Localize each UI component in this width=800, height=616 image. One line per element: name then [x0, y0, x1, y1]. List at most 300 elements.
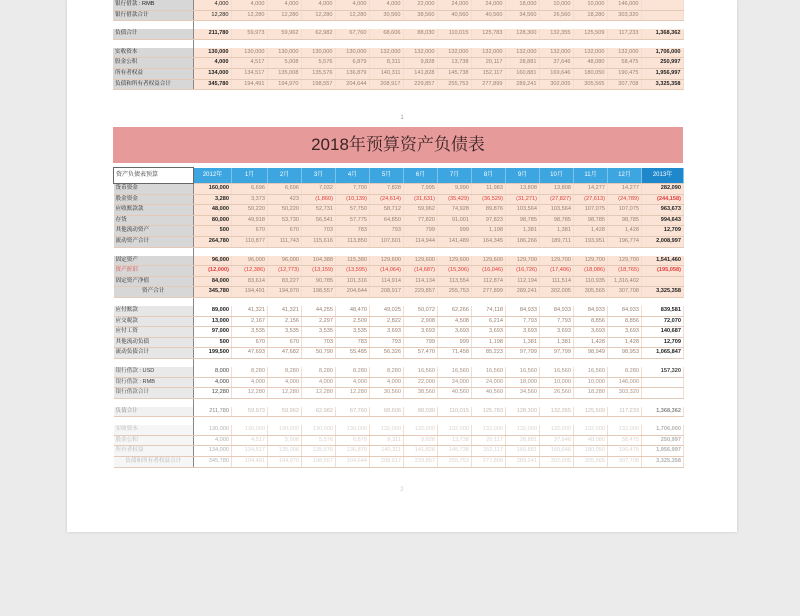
cell-value: 52,731 — [302, 205, 336, 216]
cell-value: 59,962 — [267, 29, 301, 39]
cell-value: 670 — [232, 337, 268, 348]
cell-value: 6,214 — [472, 316, 506, 327]
cell-value: 10,000 — [540, 377, 574, 388]
cell-value: 130,000 — [302, 425, 336, 435]
cell-value: 89,876 — [472, 205, 506, 216]
cell-value — [232, 417, 268, 426]
cell-value: 30,560 — [369, 10, 403, 21]
cell-value — [194, 398, 232, 407]
cell-value — [574, 398, 608, 407]
cell-value — [574, 417, 608, 426]
column-header: 3月 — [302, 168, 336, 184]
cell-value: 994,643 — [642, 215, 684, 226]
cell-value: 12,280 — [232, 388, 268, 399]
row-label: 实收资本 — [114, 425, 194, 435]
cell-value: 4,000 — [193, 0, 231, 10]
cell-value: 41,321 — [268, 306, 302, 316]
cell-value: 40,560 — [438, 388, 472, 399]
spacer-row — [114, 297, 684, 306]
cell-value: 152,117 — [472, 446, 506, 457]
column-header: 2012年 — [194, 168, 232, 184]
cell-value: 97,799 — [540, 348, 574, 359]
cell-value: 4,000 — [335, 0, 369, 10]
column-header: 12月 — [608, 168, 642, 184]
cell-value — [193, 21, 231, 30]
cell-value — [268, 297, 302, 306]
cell-value: 37,646 — [540, 435, 574, 446]
table-row — [114, 457, 684, 468]
spacer-row — [114, 247, 684, 256]
cell-value: 24,000 — [472, 377, 506, 388]
row-label: 所有者权益 — [113, 68, 193, 79]
cell-value: 57,470 — [404, 348, 438, 359]
cell-value: 58,712 — [370, 205, 404, 216]
cell-value: (195,058) — [642, 266, 684, 277]
spacer-row — [113, 39, 683, 48]
cell-value — [642, 247, 684, 256]
cell-value: 49,918 — [232, 215, 268, 226]
cell-value: 136,879 — [336, 446, 370, 457]
cell-value: 59,962 — [268, 407, 302, 417]
cell-value: 164,345 — [472, 236, 506, 247]
cell-value: 13,808 — [540, 184, 574, 195]
cell-value — [472, 417, 506, 426]
cell-value: 84,933 — [574, 306, 608, 316]
cell-value: 113,850 — [336, 236, 370, 247]
cell-value: 132,000 — [540, 425, 574, 435]
cell-value: 799 — [404, 337, 438, 348]
cell-value — [302, 398, 336, 407]
cell-value — [438, 247, 472, 256]
main-table — [113, 167, 684, 468]
cell-value: 135,008 — [267, 68, 301, 79]
row-label: 其他流动负债 — [114, 337, 194, 348]
table-row — [113, 48, 683, 58]
cell-value: 38,560 — [403, 10, 437, 21]
cell-value: 24,000 — [438, 377, 472, 388]
table-row — [114, 407, 684, 417]
cell-value — [336, 297, 370, 306]
cell-value — [472, 247, 506, 256]
cell-value: 8,311 — [369, 58, 403, 69]
cell-value: 50,220 — [232, 205, 268, 216]
cell-value: 8,280 — [336, 367, 370, 377]
cell-value: 12,280 — [336, 388, 370, 399]
cell-value: 6,696 — [268, 184, 302, 195]
row-label: 银行借款 : RMB — [114, 377, 194, 388]
cell-value — [540, 358, 574, 367]
header-row — [114, 168, 684, 184]
cell-value: 130,000 — [232, 425, 268, 435]
cell-value: 4,000 — [193, 58, 231, 69]
cell-value: 999 — [438, 226, 472, 237]
row-label — [113, 21, 193, 30]
cell-value — [302, 358, 336, 367]
cell-value: 16,560 — [438, 367, 472, 377]
table-row — [114, 226, 684, 237]
cell-value: 4,508 — [438, 316, 472, 327]
cell-value: 7,793 — [506, 316, 540, 327]
table-row — [114, 388, 684, 399]
cell-value: 110,935 — [574, 276, 608, 287]
cell-value: 16,560 — [472, 367, 506, 377]
cell-value: (36,529) — [472, 194, 506, 205]
balance-sheet-table — [113, 167, 683, 468]
cell-value: 62,982 — [301, 29, 335, 39]
cell-value: 4,000 — [194, 377, 232, 388]
cell-value: 30,560 — [370, 388, 404, 399]
cell-value: 22,000 — [403, 0, 437, 10]
cell-value: 48,080 — [573, 58, 607, 69]
cell-value — [194, 297, 232, 306]
spacer-row — [114, 417, 684, 426]
table-row — [114, 276, 684, 287]
cell-value: 7,995 — [404, 184, 438, 195]
cell-value — [540, 297, 574, 306]
cell-value — [335, 21, 369, 30]
column-header: 11月 — [574, 168, 608, 184]
cell-value: 12,280 — [335, 10, 369, 21]
cell-value: (18,765) — [608, 266, 642, 277]
row-label: 应付工资 — [114, 327, 194, 338]
cell-value: 117,233 — [608, 407, 642, 417]
cell-value: 423 — [268, 194, 302, 205]
cell-value: 56,326 — [370, 348, 404, 359]
cell-value: 3,693 — [472, 327, 506, 338]
cell-value — [193, 39, 231, 48]
cell-value: 12,280 — [267, 10, 301, 21]
cell-value — [232, 398, 268, 407]
cell-value: 169,646 — [539, 68, 573, 79]
cell-value: 55,485 — [336, 348, 370, 359]
cell-value: 2,822 — [370, 316, 404, 327]
cell-value: 4,517 — [232, 435, 268, 446]
cell-value: 4,000 — [336, 377, 370, 388]
cell-value: 2,509 — [336, 316, 370, 327]
cell-value: 3,693 — [506, 327, 540, 338]
cell-value: 783 — [336, 226, 370, 237]
cell-value — [336, 358, 370, 367]
cell-value: 146,000 — [608, 377, 642, 388]
cell-value: 38,560 — [404, 388, 438, 399]
cell-value: 107,075 — [574, 205, 608, 216]
cell-value — [642, 358, 684, 367]
cell-value: 3,535 — [268, 327, 302, 338]
cell-value — [268, 398, 302, 407]
cell-value: 71,458 — [438, 348, 472, 359]
cell-value — [608, 398, 642, 407]
cell-value — [641, 21, 683, 30]
cell-value: 157,320 — [642, 367, 684, 377]
cell-value: 91,001 — [438, 215, 472, 226]
cell-value — [506, 398, 540, 407]
cell-value: 1,198 — [472, 337, 506, 348]
cell-value: 194,970 — [268, 287, 302, 298]
spreadsheet-page — [67, 0, 737, 532]
row-label — [114, 247, 194, 256]
cell-value: 28,881 — [505, 58, 539, 69]
cell-value — [267, 39, 301, 48]
cell-value: 117,233 — [607, 29, 641, 39]
cell-value: 145,738 — [437, 68, 471, 79]
cell-value: 5,576 — [301, 58, 335, 69]
cell-value: (27,613) — [574, 194, 608, 205]
cell-value: 132,000 — [505, 48, 539, 58]
cell-value: 229,857 — [404, 457, 438, 468]
cell-value — [268, 358, 302, 367]
cell-value — [370, 297, 404, 306]
cell-value: 1,198 — [472, 226, 506, 237]
cell-value — [472, 358, 506, 367]
cell-value: 84,933 — [540, 306, 574, 316]
page-number-top: 1 — [400, 115, 404, 121]
cell-value — [194, 358, 232, 367]
table-row — [114, 337, 684, 348]
cell-value: 1,956,997 — [642, 446, 684, 457]
row-label: 负债和所有者权益合计 — [114, 457, 194, 468]
cell-value: (31,631) — [404, 194, 438, 205]
cell-value: 2,908 — [404, 316, 438, 327]
cell-value: 85,223 — [472, 348, 506, 359]
cell-value: 132,000 — [438, 425, 472, 435]
cell-value — [370, 358, 404, 367]
cell-value — [608, 297, 642, 306]
cell-value — [641, 0, 683, 10]
cell-value: 98,785 — [608, 215, 642, 226]
cell-value: 83,614 — [232, 276, 268, 287]
row-label: 股金公积 — [113, 58, 193, 69]
cell-value: 1,368,362 — [641, 29, 683, 39]
cell-value: 49,025 — [370, 306, 404, 316]
cell-value: 67,760 — [336, 407, 370, 417]
cell-value: 125,509 — [573, 29, 607, 39]
cell-value: 140,687 — [642, 327, 684, 338]
cell-value: 57,750 — [336, 205, 370, 216]
cell-value — [506, 297, 540, 306]
cell-value — [301, 21, 335, 30]
cell-value: 194,491 — [232, 287, 268, 298]
cell-value — [335, 39, 369, 48]
cell-value: 289,241 — [505, 79, 539, 90]
spacer-row — [113, 21, 683, 30]
cell-value: 160,881 — [506, 446, 540, 457]
cell-value: 4,000 — [194, 435, 232, 446]
cell-value: 40,560 — [471, 10, 505, 21]
cell-value: 3,693 — [370, 327, 404, 338]
cell-value: 211,780 — [193, 29, 231, 39]
cell-value: 129,600 — [404, 256, 438, 266]
cell-value: 250,997 — [642, 435, 684, 446]
cell-value — [404, 247, 438, 256]
cell-value: 107,075 — [608, 205, 642, 216]
cell-value: 193,951 — [574, 236, 608, 247]
cell-value — [232, 247, 268, 256]
cell-value: 130,000 — [336, 425, 370, 435]
table-row — [113, 68, 683, 79]
column-header: 6月 — [404, 168, 438, 184]
table-row — [114, 236, 684, 247]
column-header: 5月 — [370, 168, 404, 184]
cell-value — [438, 358, 472, 367]
cell-value: (13,159) — [302, 266, 336, 277]
cell-value — [539, 21, 573, 30]
cell-value: 180,050 — [574, 446, 608, 457]
cell-value: 64,850 — [370, 215, 404, 226]
cell-value: 40,560 — [437, 10, 471, 21]
cell-value: 68,606 — [369, 29, 403, 39]
cell-value: 3,373 — [232, 194, 268, 205]
cell-value: 132,000 — [472, 425, 506, 435]
row-label: 应交税款 — [114, 316, 194, 327]
cell-value: 5,008 — [267, 58, 301, 69]
cell-value: 999 — [438, 337, 472, 348]
cell-value: 1,956,997 — [641, 68, 683, 79]
cell-value: 1,316,402 — [608, 276, 642, 287]
cell-value — [505, 39, 539, 48]
cell-value: 84,000 — [194, 276, 232, 287]
cell-value: 101,316 — [336, 276, 370, 287]
row-label — [113, 39, 193, 48]
cell-value — [437, 21, 471, 30]
cell-value: 6,696 — [232, 184, 268, 195]
row-label — [114, 417, 194, 426]
cell-value — [471, 21, 505, 30]
cell-value: 74,928 — [438, 205, 472, 216]
row-label: 存货 — [114, 215, 194, 226]
row-label: 股金资金 — [114, 194, 194, 205]
cell-value: 112,874 — [472, 276, 506, 287]
table-row — [113, 29, 683, 39]
column-header: 2013年 — [642, 168, 684, 184]
cell-value: 3,693 — [438, 327, 472, 338]
cell-value — [369, 39, 403, 48]
cell-value: 1,381 — [506, 337, 540, 348]
cell-value — [642, 388, 684, 399]
cell-value — [369, 21, 403, 30]
cell-value: 140,311 — [369, 68, 403, 79]
cell-value: 130,000 — [231, 48, 267, 58]
cell-value: 50,072 — [404, 306, 438, 316]
cell-value: 10,000 — [573, 0, 607, 10]
cell-value: 9,828 — [403, 58, 437, 69]
cell-value: 703 — [302, 226, 336, 237]
cell-value: (16,046) — [472, 266, 506, 277]
cell-value: 12,280 — [301, 10, 335, 21]
cell-value: 20,117 — [471, 58, 505, 69]
cell-value: 130,000 — [267, 48, 301, 58]
cell-value: 26,560 — [540, 388, 574, 399]
cell-value: 129,600 — [370, 256, 404, 266]
cell-value: 67,760 — [335, 29, 369, 39]
cell-value — [574, 297, 608, 306]
cell-value: 132,000 — [370, 425, 404, 435]
cell-value: 136,879 — [335, 68, 369, 79]
cell-value — [437, 39, 471, 48]
column-header: 9月 — [506, 168, 540, 184]
cell-value: 9,990 — [438, 184, 472, 195]
cell-value: 4,000 — [268, 377, 302, 388]
cell-value: 5,576 — [302, 435, 336, 446]
cell-value: 4,000 — [302, 377, 336, 388]
cell-value — [268, 417, 302, 426]
cell-value: 44,255 — [302, 306, 336, 316]
row-label: 银行借款 : RMB — [113, 0, 193, 10]
cell-value: 793 — [370, 337, 404, 348]
cell-value — [370, 398, 404, 407]
cell-value: 59,973 — [231, 29, 267, 39]
cell-value: 3,325,358 — [642, 287, 684, 298]
cell-value: 160,881 — [505, 68, 539, 79]
cell-value: 18,280 — [573, 10, 607, 21]
table-row — [114, 316, 684, 327]
cell-value — [302, 417, 336, 426]
cell-value: 199,500 — [194, 348, 232, 359]
cell-value — [540, 398, 574, 407]
column-header: 7月 — [438, 168, 472, 184]
cell-value: 7,793 — [540, 316, 574, 327]
table-row — [114, 446, 684, 457]
table-row — [114, 287, 684, 298]
cell-value: 783 — [336, 337, 370, 348]
cell-value: 18,000 — [506, 377, 540, 388]
cell-value: 198,557 — [302, 457, 336, 468]
cell-value — [540, 247, 574, 256]
cell-value: 10,000 — [574, 377, 608, 388]
page-number-bottom: 2 — [400, 487, 404, 493]
cell-value: 1,368,362 — [642, 407, 684, 417]
cell-value: 8,280 — [302, 367, 336, 377]
cell-value: 134,000 — [194, 446, 232, 457]
cell-value: 208,917 — [370, 457, 404, 468]
cell-value — [404, 417, 438, 426]
cell-value: 110,015 — [437, 29, 471, 39]
cell-value: (31,271) — [506, 194, 540, 205]
table-row — [114, 215, 684, 226]
cell-value: 799 — [404, 226, 438, 237]
cell-value: 7,032 — [302, 184, 336, 195]
cell-value: 305,565 — [574, 287, 608, 298]
cell-value: 128,300 — [505, 29, 539, 39]
cell-value — [573, 39, 607, 48]
top-table — [113, 0, 684, 90]
table-row — [114, 194, 684, 205]
cell-value: 90,785 — [302, 276, 336, 287]
cell-value: 4,000 — [267, 0, 301, 10]
cell-value: 703 — [302, 337, 336, 348]
cell-value: (24,614) — [370, 194, 404, 205]
cell-value: 204,644 — [335, 79, 369, 90]
row-label: 负债合计 — [113, 29, 193, 39]
cell-value: 255,753 — [438, 287, 472, 298]
cell-value: 16,560 — [506, 367, 540, 377]
cell-value: (12,386) — [232, 266, 268, 277]
cell-value — [472, 398, 506, 407]
cell-value: 8,280 — [232, 367, 268, 377]
cell-value: 134,517 — [231, 68, 267, 79]
cell-value: 670 — [268, 337, 302, 348]
cell-value: 132,000 — [506, 425, 540, 435]
table-row — [114, 184, 684, 195]
cell-value: 50,790 — [302, 348, 336, 359]
cell-value: 303,320 — [607, 10, 641, 21]
cell-value: 77,820 — [404, 215, 438, 226]
row-label: 固定资产 — [114, 256, 194, 266]
cell-value — [573, 21, 607, 30]
table-row — [114, 205, 684, 216]
cell-value: 132,000 — [608, 425, 642, 435]
cell-value: 7,700 — [336, 184, 370, 195]
cell-value: 1,065,847 — [642, 348, 684, 359]
